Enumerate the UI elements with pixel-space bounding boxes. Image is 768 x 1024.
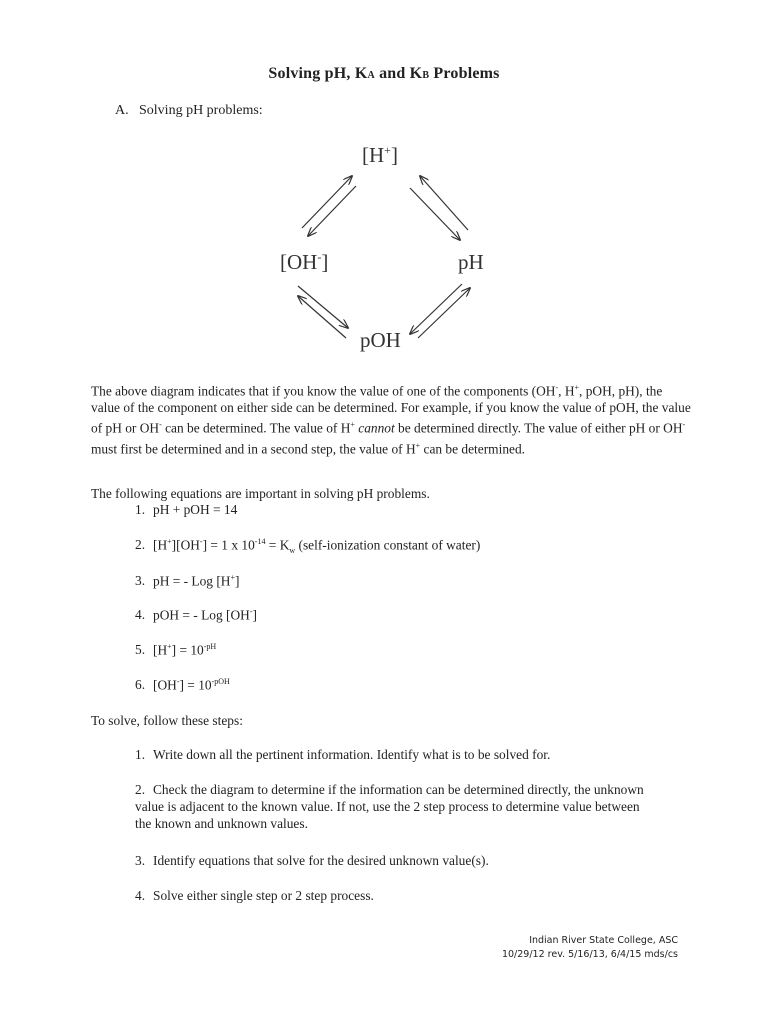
diagram-node-oh-minus: [OH-]: [280, 250, 329, 274]
equation-3: 3. pH = - Log [H+]: [135, 573, 240, 589]
step-1: 1. Write down all the pertinent information. Identify what is to be solved for.: [135, 747, 551, 762]
title-subscript-b: B: [422, 70, 430, 81]
section-heading-a: [115, 103, 263, 119]
diagram-node-poh: pOH: [360, 328, 401, 352]
arrow-poh-to-ph: [418, 288, 470, 338]
intro-paragraph: The above diagram indicates that if you know the value of one of the components (OH-, H+, pOH, pH), the value of the component on either side can be determined. For example, if you know the value of pOH, the value of pH or OH- can be determined. The value of H+ cannot be determined directly. The value of either pH or OH- must first be determined and in a second step, the value of H+ can be determined.: [91, 383, 691, 457]
title-text: and K: [374, 65, 423, 82]
arrow-h-to-ph: [410, 188, 460, 240]
arrow-h-to-oh: [308, 186, 356, 236]
diagram-node-h-plus: [H+]: [362, 143, 398, 167]
arrow-ph-to-h: [420, 176, 468, 230]
equation-2: 2. [H+][OH-] = 1 x $10^{-14} = K_w$ (self-ionization constant of water): [135, 537, 481, 556]
arrow-poh-to-oh: [298, 296, 346, 338]
title-subscript-a: A: [367, 70, 375, 81]
arrow-ph-to-poh: [410, 284, 462, 334]
arrow-oh-to-h: [302, 176, 352, 228]
title-text: Problems: [429, 65, 500, 82]
page-footer: [502, 934, 678, 962]
arrow-oh-to-poh: [298, 286, 348, 328]
steps-intro: To solve, follow these steps:: [91, 713, 243, 728]
title-text: Solving pH, K: [268, 65, 368, 82]
ph-relationship-diagram: [250, 138, 530, 368]
equation-1: 1. pH + pOH = 14: [135, 502, 238, 517]
step-2: 2. Check the diagram to determine if the information can be determined directly, the unknown value is adjacent to the known value. If not, use the 2 step process to determine value between the known and unknown values.: [135, 782, 644, 831]
equation-4: 4. pOH = - Log [OH-]: [135, 607, 257, 623]
footer-institution: Indian River State College, ASC: [529, 935, 678, 946]
step-4: 4. Solve either single step or 2 step process.: [135, 888, 374, 903]
section-label: Solving pH problems:: [139, 103, 263, 118]
page-title: [0, 65, 768, 83]
diagram-arrows: [250, 138, 530, 368]
diagram-node-ph: pH: [458, 250, 484, 274]
equations-intro: The following equations are important in solving pH problems.: [91, 486, 430, 501]
footer-revision-dates: 10/29/12 rev. 5/16/13, 6/4/15 mds/cs: [501, 949, 678, 960]
section-letter: A.: [115, 103, 129, 118]
equation-5: 5. $[H^+] = 10^{-pH}$: [135, 642, 217, 658]
equation-6: 6. $[OH^-] = 10^{-pOH}$: [135, 677, 230, 693]
step-3: 3. Identify equations that solve for the desired unknown value(s).: [135, 853, 489, 868]
